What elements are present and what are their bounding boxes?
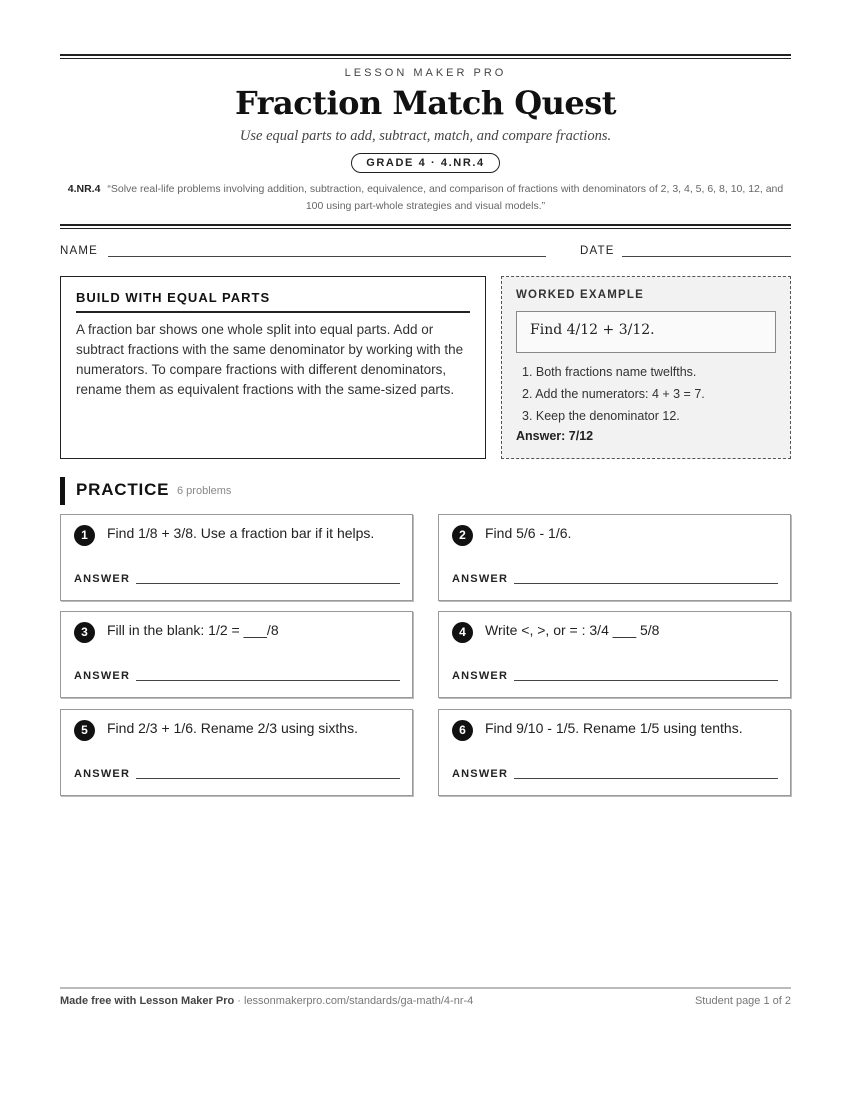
answer-field[interactable] — [514, 583, 778, 584]
footer-page-number: Student page 1 of 2 — [694, 995, 791, 1007]
date-label: DATE — [580, 245, 615, 257]
problem-text: Find 1/8 + 3/8. Use a fraction bar if it helps. — [107, 525, 375, 541]
problem-number-badge: 1 — [74, 525, 95, 546]
name-field[interactable] — [108, 256, 546, 257]
footer-separator: · — [234, 995, 244, 1007]
example-steps — [516, 361, 776, 427]
worked-example-box — [501, 276, 791, 459]
problem-text: Find 2/3 + 1/6. Rename 2/3 using sixths. — [107, 720, 358, 736]
problem-number-badge: 5 — [74, 720, 95, 741]
problem-text: Fill in the blank: 1/2 = ___/8 — [107, 622, 279, 638]
problem-card-4 — [438, 611, 791, 698]
answer-label: ANSWER — [452, 573, 509, 585]
name-label: NAME — [60, 245, 99, 257]
page-title: Fraction Match Quest — [234, 84, 617, 122]
answer-field[interactable] — [136, 778, 400, 779]
footer-made-with: Made free with Lesson Maker Pro — [60, 995, 235, 1007]
example-heading: WORKED EXAMPLE — [516, 289, 644, 301]
answer-label: ANSWER — [74, 670, 131, 682]
problem-text: Write <, >, or = : 3/4 ___ 5/8 — [485, 622, 660, 638]
answer-label: ANSWER — [74, 768, 131, 780]
build-equal-parts-box — [60, 276, 486, 459]
grade-badge: GRADE 4 · 4.NR.4 — [351, 153, 500, 173]
page-subtitle: Use equal parts to add, subtract, match, and compare fractions. — [239, 128, 612, 144]
example-step: 3. Keep the denominator 12. — [522, 409, 680, 423]
example-step: 1. Both fractions name twelfths. — [522, 365, 697, 379]
problem-card-5 — [60, 709, 413, 796]
answer-label: ANSWER — [452, 768, 509, 780]
problem-text: Find 9/10 - 1/5. Rename 1/5 using tenths. — [485, 720, 743, 736]
problem-card-3 — [60, 611, 413, 698]
problem-text: Find 5/6 - 1/6. — [485, 525, 572, 541]
date-field[interactable] — [622, 256, 791, 257]
standard-code: 4.NR.4 — [67, 183, 101, 195]
answer-field[interactable] — [136, 583, 400, 584]
answer-field[interactable] — [136, 680, 400, 681]
answer-label: ANSWER — [452, 670, 509, 682]
example-prompt: Find 4/12 + 3/12. — [516, 311, 776, 353]
grade-badge-wrap — [60, 153, 791, 173]
problem-card-1 — [60, 514, 413, 601]
footer-rule — [60, 987, 791, 989]
footer-credit — [60, 995, 473, 1007]
practice-title: PRACTICE — [76, 480, 170, 499]
build-body: A fraction bar shows one whole split into equal parts. Add or subtract fractions with the same denominator by working with the numerators. To compare fractions with different denominators, rename them as equivalent fractions with the same-sized parts. — [76, 322, 464, 397]
problem-number-badge: 3 — [74, 622, 95, 643]
practice-accent-bar — [60, 477, 65, 505]
standard-description — [60, 181, 791, 215]
answer-field[interactable] — [514, 680, 778, 681]
problem-number-badge: 4 — [452, 622, 473, 643]
problem-card-6 — [438, 709, 791, 796]
header-bottom-rule — [60, 224, 791, 229]
answer-label: ANSWER — [74, 573, 131, 585]
problem-number-badge: 6 — [452, 720, 473, 741]
footer-url[interactable]: lessonmakerpro.com/standards/ga-math/4-nr-4 — [244, 995, 474, 1007]
name-date-row — [60, 245, 791, 261]
brand-label: LESSON MAKER PRO — [344, 67, 507, 79]
build-heading: BUILD WITH EQUAL PARTS — [76, 290, 470, 313]
standard-text: “Solve real-life problems involving addition, subtraction, equivalence, and comparison of fractions with denominators of 2, 3, 4, 5, 6, 8, 10, 12, and 100 using part-whole strategies and visual models.” — [107, 183, 784, 212]
practice-header — [60, 477, 791, 505]
example-step: 2. Add the numerators: 4 + 3 = 7. — [522, 387, 705, 401]
answer-field[interactable] — [514, 778, 778, 779]
problem-number-badge: 2 — [452, 525, 473, 546]
problem-card-2 — [438, 514, 791, 601]
practice-count: 6 problems — [177, 485, 232, 497]
top-rule — [60, 54, 791, 59]
example-answer: Answer: 7/12 — [516, 429, 594, 443]
worksheet-page — [60, 0, 791, 1100]
